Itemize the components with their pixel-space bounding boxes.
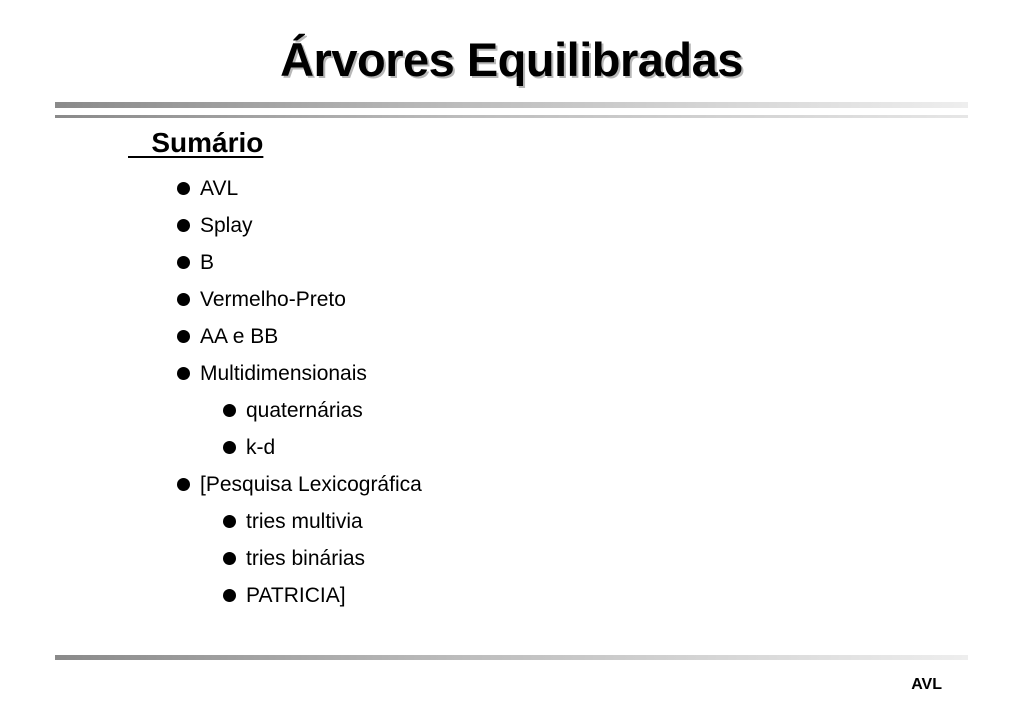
list-item — [177, 170, 422, 207]
list-item — [177, 355, 422, 392]
list-item-label: AA e BB — [200, 324, 279, 348]
list-item-label: PATRICIA] — [246, 583, 346, 607]
list-item — [177, 244, 422, 281]
list-item — [177, 281, 422, 318]
list-item-label: [Pesquisa Lexicográfica — [200, 472, 422, 496]
list-item-label: Multidimensionais — [200, 361, 367, 385]
bullet-icon — [177, 256, 190, 269]
title-divider-thick — [55, 102, 968, 108]
bullet-icon — [177, 478, 190, 491]
outline-list — [177, 170, 422, 614]
list-item — [177, 318, 422, 355]
slide-title: Árvores Equilibradas — [280, 33, 743, 86]
section-heading: Sumário — [128, 127, 264, 158]
bullet-icon — [223, 552, 236, 565]
list-item — [177, 207, 422, 244]
list-item-label: k-d — [246, 435, 276, 459]
footer-label: AVL — [911, 676, 942, 693]
sub-list-item — [177, 429, 422, 466]
bullet-icon — [177, 367, 190, 380]
list-item — [177, 466, 422, 503]
bullet-icon — [223, 441, 236, 454]
title-divider-thin — [55, 115, 968, 118]
bullet-icon — [177, 219, 190, 232]
list-item-label: tries binárias — [246, 546, 366, 570]
list-item-label: Vermelho-Preto — [200, 287, 346, 311]
bullet-icon — [177, 330, 190, 343]
bullet-icon — [223, 589, 236, 602]
sub-list-item — [177, 392, 422, 429]
list-item-label: quaternárias — [246, 398, 363, 422]
bullet-icon — [177, 182, 190, 195]
bullet-icon — [223, 404, 236, 417]
sub-list-item — [177, 540, 422, 577]
bullet-icon — [177, 293, 190, 306]
list-item-label: Splay — [200, 213, 253, 237]
list-item-label: AVL — [200, 176, 239, 200]
footer-divider — [55, 655, 968, 660]
list-item-label: tries multivia — [246, 509, 363, 533]
list-item-label: B — [200, 250, 215, 274]
bullet-icon — [223, 515, 236, 528]
sub-list-item — [177, 503, 422, 540]
sub-list-item — [177, 577, 422, 614]
